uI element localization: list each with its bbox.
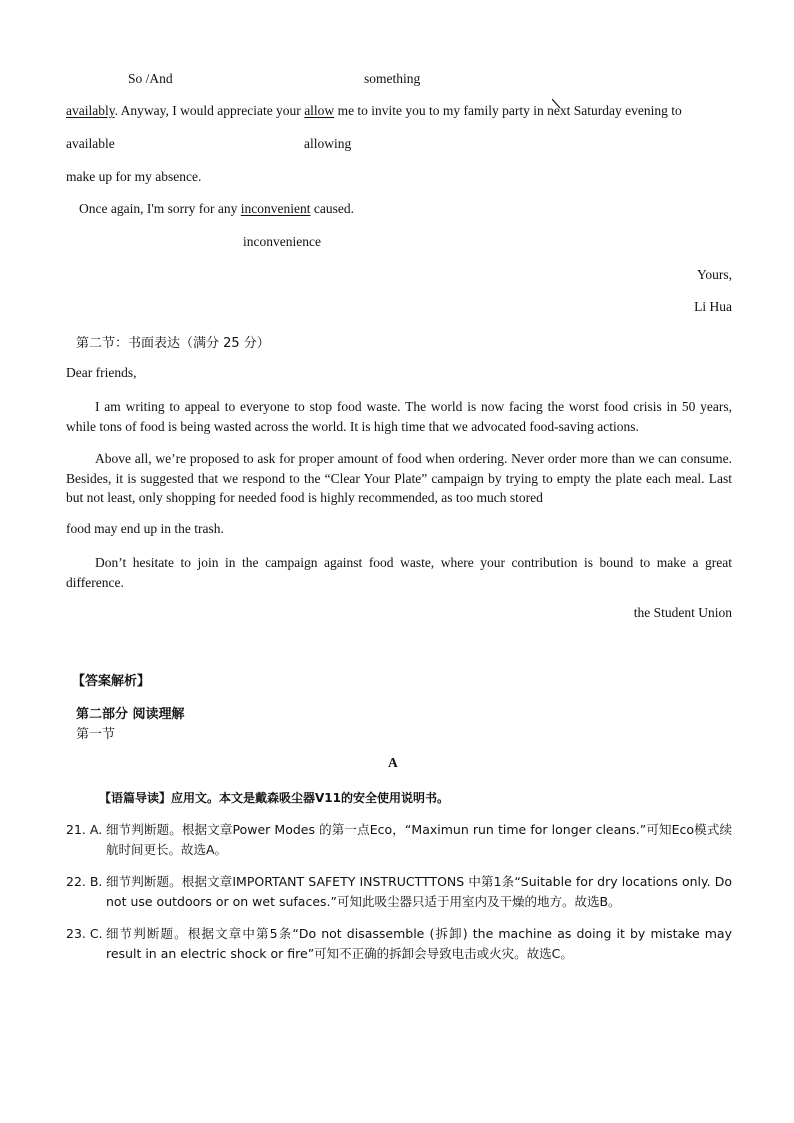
passage-label: A (388, 755, 398, 770)
answer-item-21 (66, 820, 732, 860)
answer-text: 细节判断题。根据文章IMPORTANT SAFETY INSTRUCTTTONS 中第1条“Suitable for dry locations only. Do not use outdoors or on wet sufaces.”可知此吸尘器只适于用室内及干燥的地方。故选B。 (106, 874, 732, 909)
deletion-mark-icon (552, 99, 562, 109)
passage-guide (99, 789, 449, 806)
text-segment: me to invite you to my family party (337, 103, 530, 118)
correction-line1-right: something (364, 71, 421, 86)
answer-number: 21. A. (66, 822, 103, 837)
answer-text: 细节判断题。根据文章中第5条“Do not disassemble (拆卸) the machine as doing it by mistake may result in an electric shock or fire”可知不正确的拆卸会导致电击或火灾。故选C。 (106, 926, 732, 961)
correction-line5 (79, 201, 354, 217)
letter-paragraph-2-end: food may end up in the trash. (66, 521, 224, 536)
guide-label: 【语篇导读】 (99, 791, 172, 805)
letter-sign: the Student Union (633, 605, 732, 620)
error-word-allow: allow (304, 103, 335, 118)
answer-item-23 (66, 924, 732, 964)
answer-part-title: 第二部分 阅读理解 (76, 707, 185, 722)
error-word-inconvenient: inconvenient (240, 201, 311, 216)
text-segment: caused. (313, 201, 354, 216)
correction-line3-left: available (66, 136, 115, 151)
answer-text: 细节判断题。根据文章Power Modes 的第一点Eco，“Maximun run time for longer cleans.”可知Eco模式续航时间更长。故选A。 (106, 822, 732, 857)
correction-line3-right: allowing (304, 136, 352, 151)
error-word-availably: availably (66, 103, 115, 118)
letter-paragraph-2: Above all, we’re proposed to ask for proper amount of food when ordering. Never order more than we can consume. Besides, it is suggested that we respond to the “Clear Your Plate” campaign by trying to empty the plate each meal. Last but not least, only shopping for needed food is highly recommended, as too much stored (66, 451, 732, 505)
guide-text: 应用文。本文是戴森吸尘器V11的安全使用说明书。 (171, 791, 450, 805)
text-segment: . Anyway, I would appreciate your (114, 103, 301, 118)
correction-line4: make up for my absence. (66, 169, 202, 184)
correction-line1-left: So /And (128, 71, 173, 86)
correction-line2 (66, 103, 682, 119)
text-segment: next Saturday evening to (547, 103, 682, 118)
letter-closing: Yours, (696, 267, 732, 282)
letter-greeting: Dear friends, (66, 365, 137, 380)
letter-paragraph-3: Don’t hesitate to join in the campaign against food waste, where your contribution is bound to make a great difference. (66, 555, 732, 590)
answer-section-title: 第一节 (76, 727, 116, 742)
letter-paragraph-1: I am writing to appeal to everyone to stop food waste. The world is now facing the worst food crisis in 50 years, while tons of food is being wasted across the world. It is high time that we advocated food-saving actions. (66, 399, 732, 434)
answer-item-22 (66, 872, 732, 912)
text-segment: Once again, I'm sorry for any (79, 201, 238, 216)
answer-number: 22. B. (66, 874, 103, 889)
section-title: 第二节：书面表达（满分 25 分） (76, 336, 270, 351)
error-word-in: in (533, 103, 544, 118)
answer-heading: 【答案解析】 (72, 674, 151, 689)
letter-signature: Li Hua (694, 299, 732, 314)
answer-number: 23. C. (66, 926, 103, 941)
correction-line6: inconvenience (243, 234, 321, 249)
